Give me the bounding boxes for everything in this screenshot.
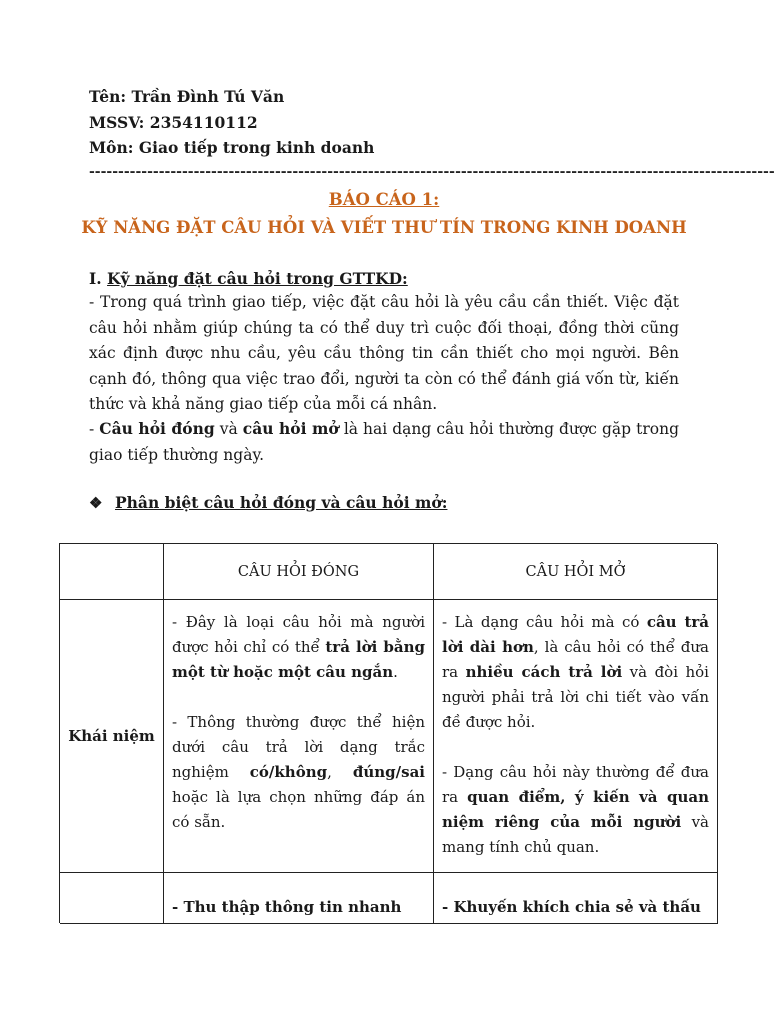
text-bold: - Khuyến khích chia sẻ và thấu (442, 898, 701, 916)
text-run: hoặc là lựa chọn những đáp án có sẵn. (172, 788, 425, 831)
student-name: Tên: Trần Đình Tú Văn (89, 87, 285, 106)
paragraph-question-types (89, 416, 679, 468)
spacer (442, 735, 709, 760)
text-run: và mang tính chủ quan. (442, 813, 709, 856)
text-bold: câu trả lời dài hơn (442, 613, 710, 656)
report-title: BÁO CÁO 1: (328, 190, 440, 209)
text-bold: câu hỏi mở (242, 419, 339, 438)
table-header-closed (164, 544, 434, 600)
open-purpose-cell (434, 873, 718, 924)
text-bold: trả lời bằng một từ hoặc một câu ngắn (172, 638, 426, 681)
comparison-table (59, 543, 717, 923)
table-header-empty (60, 544, 164, 600)
row-label-cell (60, 873, 164, 924)
section-heading (89, 266, 679, 292)
closed-definition-cell (164, 600, 434, 873)
text-bold: quan điểm, ý kiến và quan niệm riêng của mỗi người (442, 788, 709, 831)
text-run: - Đây là loại câu hỏi mà người được hỏi chỉ có thể (172, 613, 425, 656)
closed-purpose-cell (164, 873, 434, 924)
report-subtitle: KỸ NĂNG ĐẶT CÂU HỎI VÀ VIẾT THƯ TÍN TRONG KINH DOANH (81, 218, 687, 237)
text-run: - Thông thường được thể hiện dưới câu trả lời dạng trắc nghiệm (172, 713, 425, 781)
section-number: I. (89, 269, 108, 288)
bullet-text: Phân biệt câu hỏi đóng và câu hỏi mở: (115, 493, 448, 512)
spacer (172, 685, 425, 710)
text-run: , (327, 763, 353, 781)
text-bold: có/không (249, 763, 328, 781)
cell-text (172, 895, 425, 920)
column-title: CÂU HỎI MỞ (525, 564, 626, 580)
text-run: , là câu hỏi có thể đưa ra (442, 638, 709, 681)
table-header-open (434, 544, 718, 600)
text-run: và đòi hỏi người phải trả lời chi tiết vào vấn đề được hỏi. (442, 663, 709, 731)
row-label: Khái niệm (68, 727, 155, 745)
text-run: . (393, 663, 398, 681)
text-bold: - Thu thập thông tin nhanh (172, 898, 402, 916)
cell-text (442, 610, 709, 860)
text-run: - (89, 420, 100, 438)
divider-line: ---------------------------------------------------------------------------------------------------------------------- (89, 164, 775, 180)
text-run: - Dạng câu hỏi này thường để đưa ra (442, 763, 709, 806)
cell-text (442, 895, 709, 920)
paragraph-intro: - Trong quá trình giao tiếp, việc đặt câu hỏi là yêu cầu cần thiết. Việc đặt câu hỏi nhằm giúp chúng ta có thể duy trì cuộc đối thoại, đồng thời cũng xác định được nhu cầu, yêu cầu thông tin cần thiết cho mọi người. Bên cạnh đó, thông qua việc trao đổi, người ta còn có thể đánh giá vốn từ, kiến thức và khả năng giao tiếp của mỗi cá nhân. (89, 293, 679, 413)
open-definition-cell (434, 600, 718, 873)
text-run: - Là dạng câu hỏi mà có (442, 613, 647, 631)
column-title: CÂU HỎI ĐÓNG (237, 564, 360, 580)
text-bold: đúng/sai (352, 763, 425, 781)
cell-text (172, 610, 425, 835)
subject-line: Môn: Giao tiếp trong kinh doanh (89, 138, 375, 157)
text-bold: nhiều cách trả lời (465, 663, 623, 681)
text-bold: Câu hỏi đóng (99, 419, 215, 438)
row-label-cell (60, 600, 164, 873)
section-label: Kỹ năng đặt câu hỏi trong GTTKD: (107, 269, 408, 288)
subsection-bullet (89, 492, 447, 514)
text-run: và (214, 420, 243, 438)
text-run: là hai dạng câu hỏi thường được gặp trong giao tiếp thường ngày. (89, 420, 679, 464)
diamond-bullet-icon: ❖ (89, 494, 103, 512)
student-id: MSSV: 2354110112 (89, 113, 258, 132)
